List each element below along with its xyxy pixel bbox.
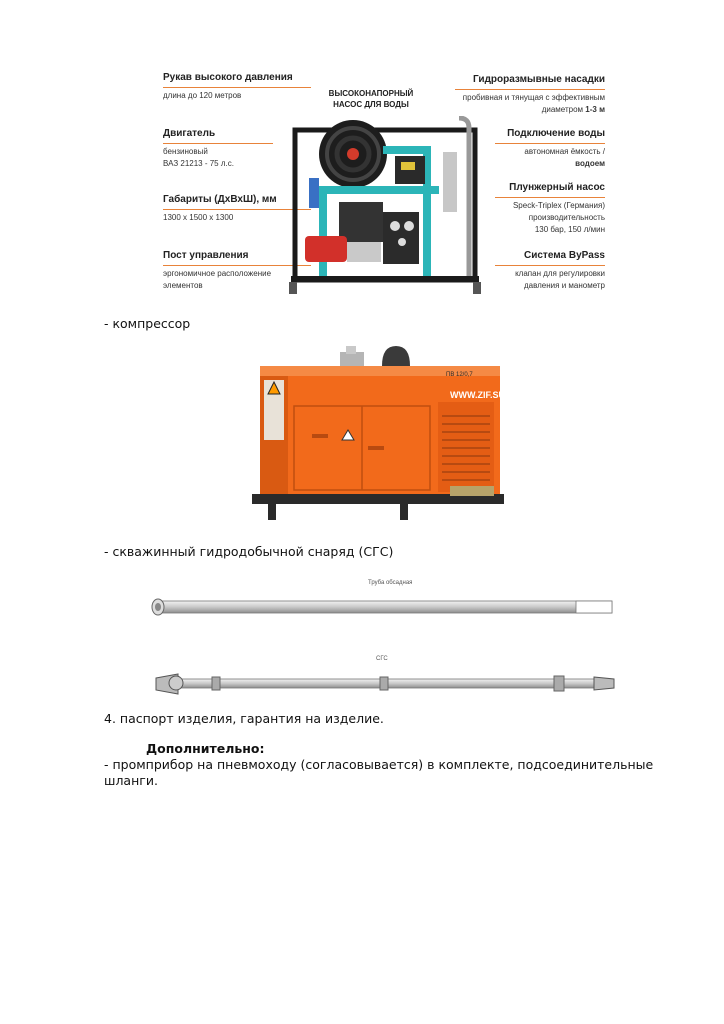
- pump-machine-illustration: [283, 116, 489, 300]
- pipe1-label: Труба обсадная: [368, 580, 413, 586]
- spec-desc: бензиновый: [163, 147, 208, 156]
- additional-heading: Дополнительно:: [146, 741, 265, 756]
- additional-line-2: шланги.: [104, 773, 158, 788]
- compressor-brand: WWW.ZIF.SU: [450, 390, 505, 400]
- spec-title: Двигатель: [163, 128, 216, 139]
- spec-hose: [163, 72, 313, 100]
- pump-center-title: ВЫСОКОНАПОРНЫЙ НАСОС ДЛЯ ВОДЫ: [328, 89, 414, 109]
- spec-desc: давления и манометр: [523, 281, 605, 290]
- spec-desc: длина до 120 метров: [163, 91, 242, 100]
- spec-desc: эргономичное расположение: [163, 269, 272, 278]
- spec-title: Подключение воды: [507, 128, 605, 139]
- spec-title: Плунжерный насос: [509, 182, 605, 193]
- spec-desc: 1300 х 1500 х 1300: [163, 213, 234, 222]
- spec-desc: ВАЗ 21213 - 75 л.с.: [163, 159, 234, 168]
- spec-desc: пробивная и тянущая с эффективным: [462, 93, 605, 102]
- additional-line-1: - промприбор на пневмоходу (согласовывается) в комплекте, подсоединительные: [104, 757, 654, 772]
- casing-pipe-illustration: [148, 594, 620, 620]
- spec-desc: элементов: [163, 281, 203, 290]
- compressor-illustration: [250, 346, 506, 524]
- compressor-caption: - компрессор: [104, 316, 191, 331]
- spec-desc-bold: водоем: [575, 159, 605, 168]
- pump-spec-figure: [155, 64, 615, 300]
- pipe2-label: СГС: [376, 656, 388, 662]
- spec-desc: диаметром 1-3 м: [541, 105, 605, 114]
- sgs-caption: - скважинный гидродобычной снаряд (СГС): [104, 544, 394, 559]
- spec-desc: автономная ёмкость /: [524, 147, 605, 156]
- spec-desc: 130 бар, 150 л/мин: [534, 225, 605, 234]
- item-4: 4. паспорт изделия, гарантия на изделие.: [104, 711, 384, 726]
- spec-title: Рукав высокого давления: [163, 72, 293, 83]
- spec-title: Система ByPass: [523, 250, 605, 261]
- spec-desc: клапан для регулировки: [515, 269, 605, 278]
- sgs-pipe-illustration: [154, 670, 620, 700]
- spec-title: Пост управления: [163, 250, 249, 261]
- spec-nozzles: [451, 74, 605, 114]
- spec-desc: производительность: [528, 213, 605, 222]
- spec-desc: Speck-Triplex (Германия): [512, 201, 605, 210]
- spec-title: Габариты (ДхВхШ), мм: [163, 194, 277, 205]
- compressor-model: ПВ 12/0,7: [446, 372, 473, 378]
- spec-title: Гидроразмывные насадки: [473, 74, 605, 85]
